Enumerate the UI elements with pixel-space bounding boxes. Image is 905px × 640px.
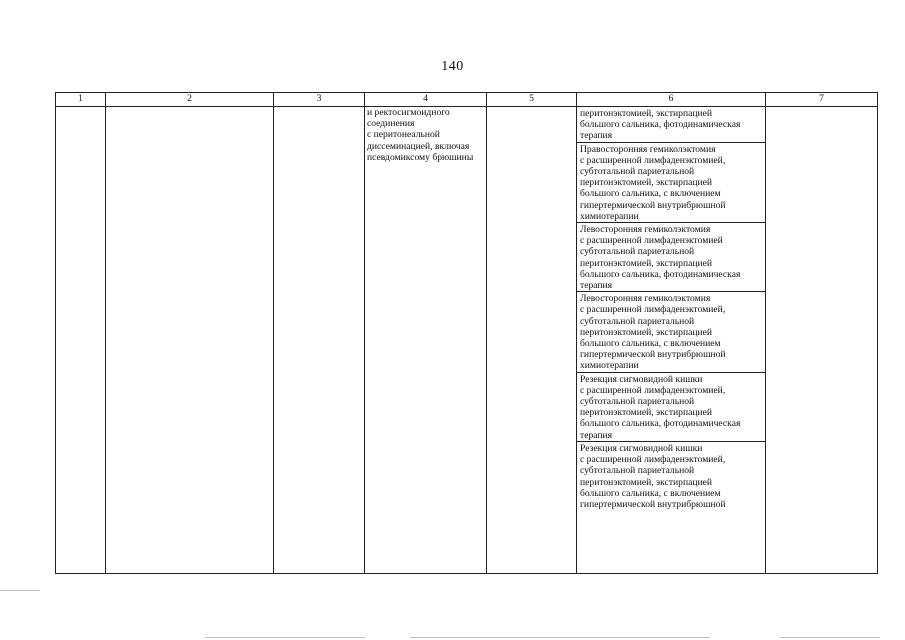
table-row (56, 107, 878, 574)
scan-line-bottom-2 (410, 637, 710, 638)
procedure-list (579, 107, 763, 510)
cell-col-6 (577, 107, 766, 574)
scan-line-left (0, 590, 40, 591)
cell-col-4 (365, 107, 487, 574)
cell-col-1 (56, 107, 106, 574)
cell-col-5 (487, 107, 577, 574)
procedure-item: перитонэктомией, экстирпацией большого сальника, фотодинамическая терапия (577, 107, 765, 143)
diagnosis-text: и ректосигмоидного соединения с перитонеальной диссеминацией, включая псевдомиксому брюшины (367, 107, 474, 163)
column-header-3: 3 (274, 93, 365, 107)
column-header-6: 6 (577, 93, 766, 107)
cell-col-7 (766, 107, 878, 574)
scan-line-bottom-3 (780, 637, 880, 638)
procedures-table (55, 92, 878, 574)
procedure-item: Резекция сигмовидной кишки с расширенной лимфаденэктомией, субтотальной париетальной перитонэктомией, экстирпацией большого сальника, фотодинамическая терапия (577, 373, 765, 442)
procedure-item: Резекция сигмовидной кишки с расширенной лимфаденэктомией, субтотальной париетальной перитонэктомией, экстирпацией большого сальника, с включением гипертермической внутрибрюшной (580, 442, 726, 510)
cell-col-3 (274, 107, 365, 574)
header-row (56, 93, 878, 107)
cell-col-2 (106, 107, 274, 574)
scan-line-bottom-1 (205, 637, 365, 638)
page-number: 140 (441, 59, 464, 74)
column-header-5: 5 (487, 93, 577, 107)
procedure-item: Левосторонняя гемиколэктомия с расширенной лимфаденэктомией субтотальной париетальной перитонэктомией, экстирпацией большого сальника, фотодинамическая терапия (577, 223, 765, 292)
column-header-2: 2 (106, 93, 274, 107)
column-header-7: 7 (766, 93, 878, 107)
column-header-4: 4 (365, 93, 487, 107)
procedure-item: Правосторонняя гемиколэктомия с расширенной лимфаденэктомией, субтотальной париетальной перитонэктомией, экстирпацией большого сальника, с включением гипертермической внутрибрюшной химиотерапии (577, 143, 765, 223)
column-header-1: 1 (56, 93, 106, 107)
procedure-item: Левосторонняя гемиколэктомия с расширенной лимфаденэктомией, субтотальной париетальной перитонэктомией, экстирпацией большого сальника, с включением гипертермической внутрибрюшной химиотерапии (577, 292, 765, 372)
